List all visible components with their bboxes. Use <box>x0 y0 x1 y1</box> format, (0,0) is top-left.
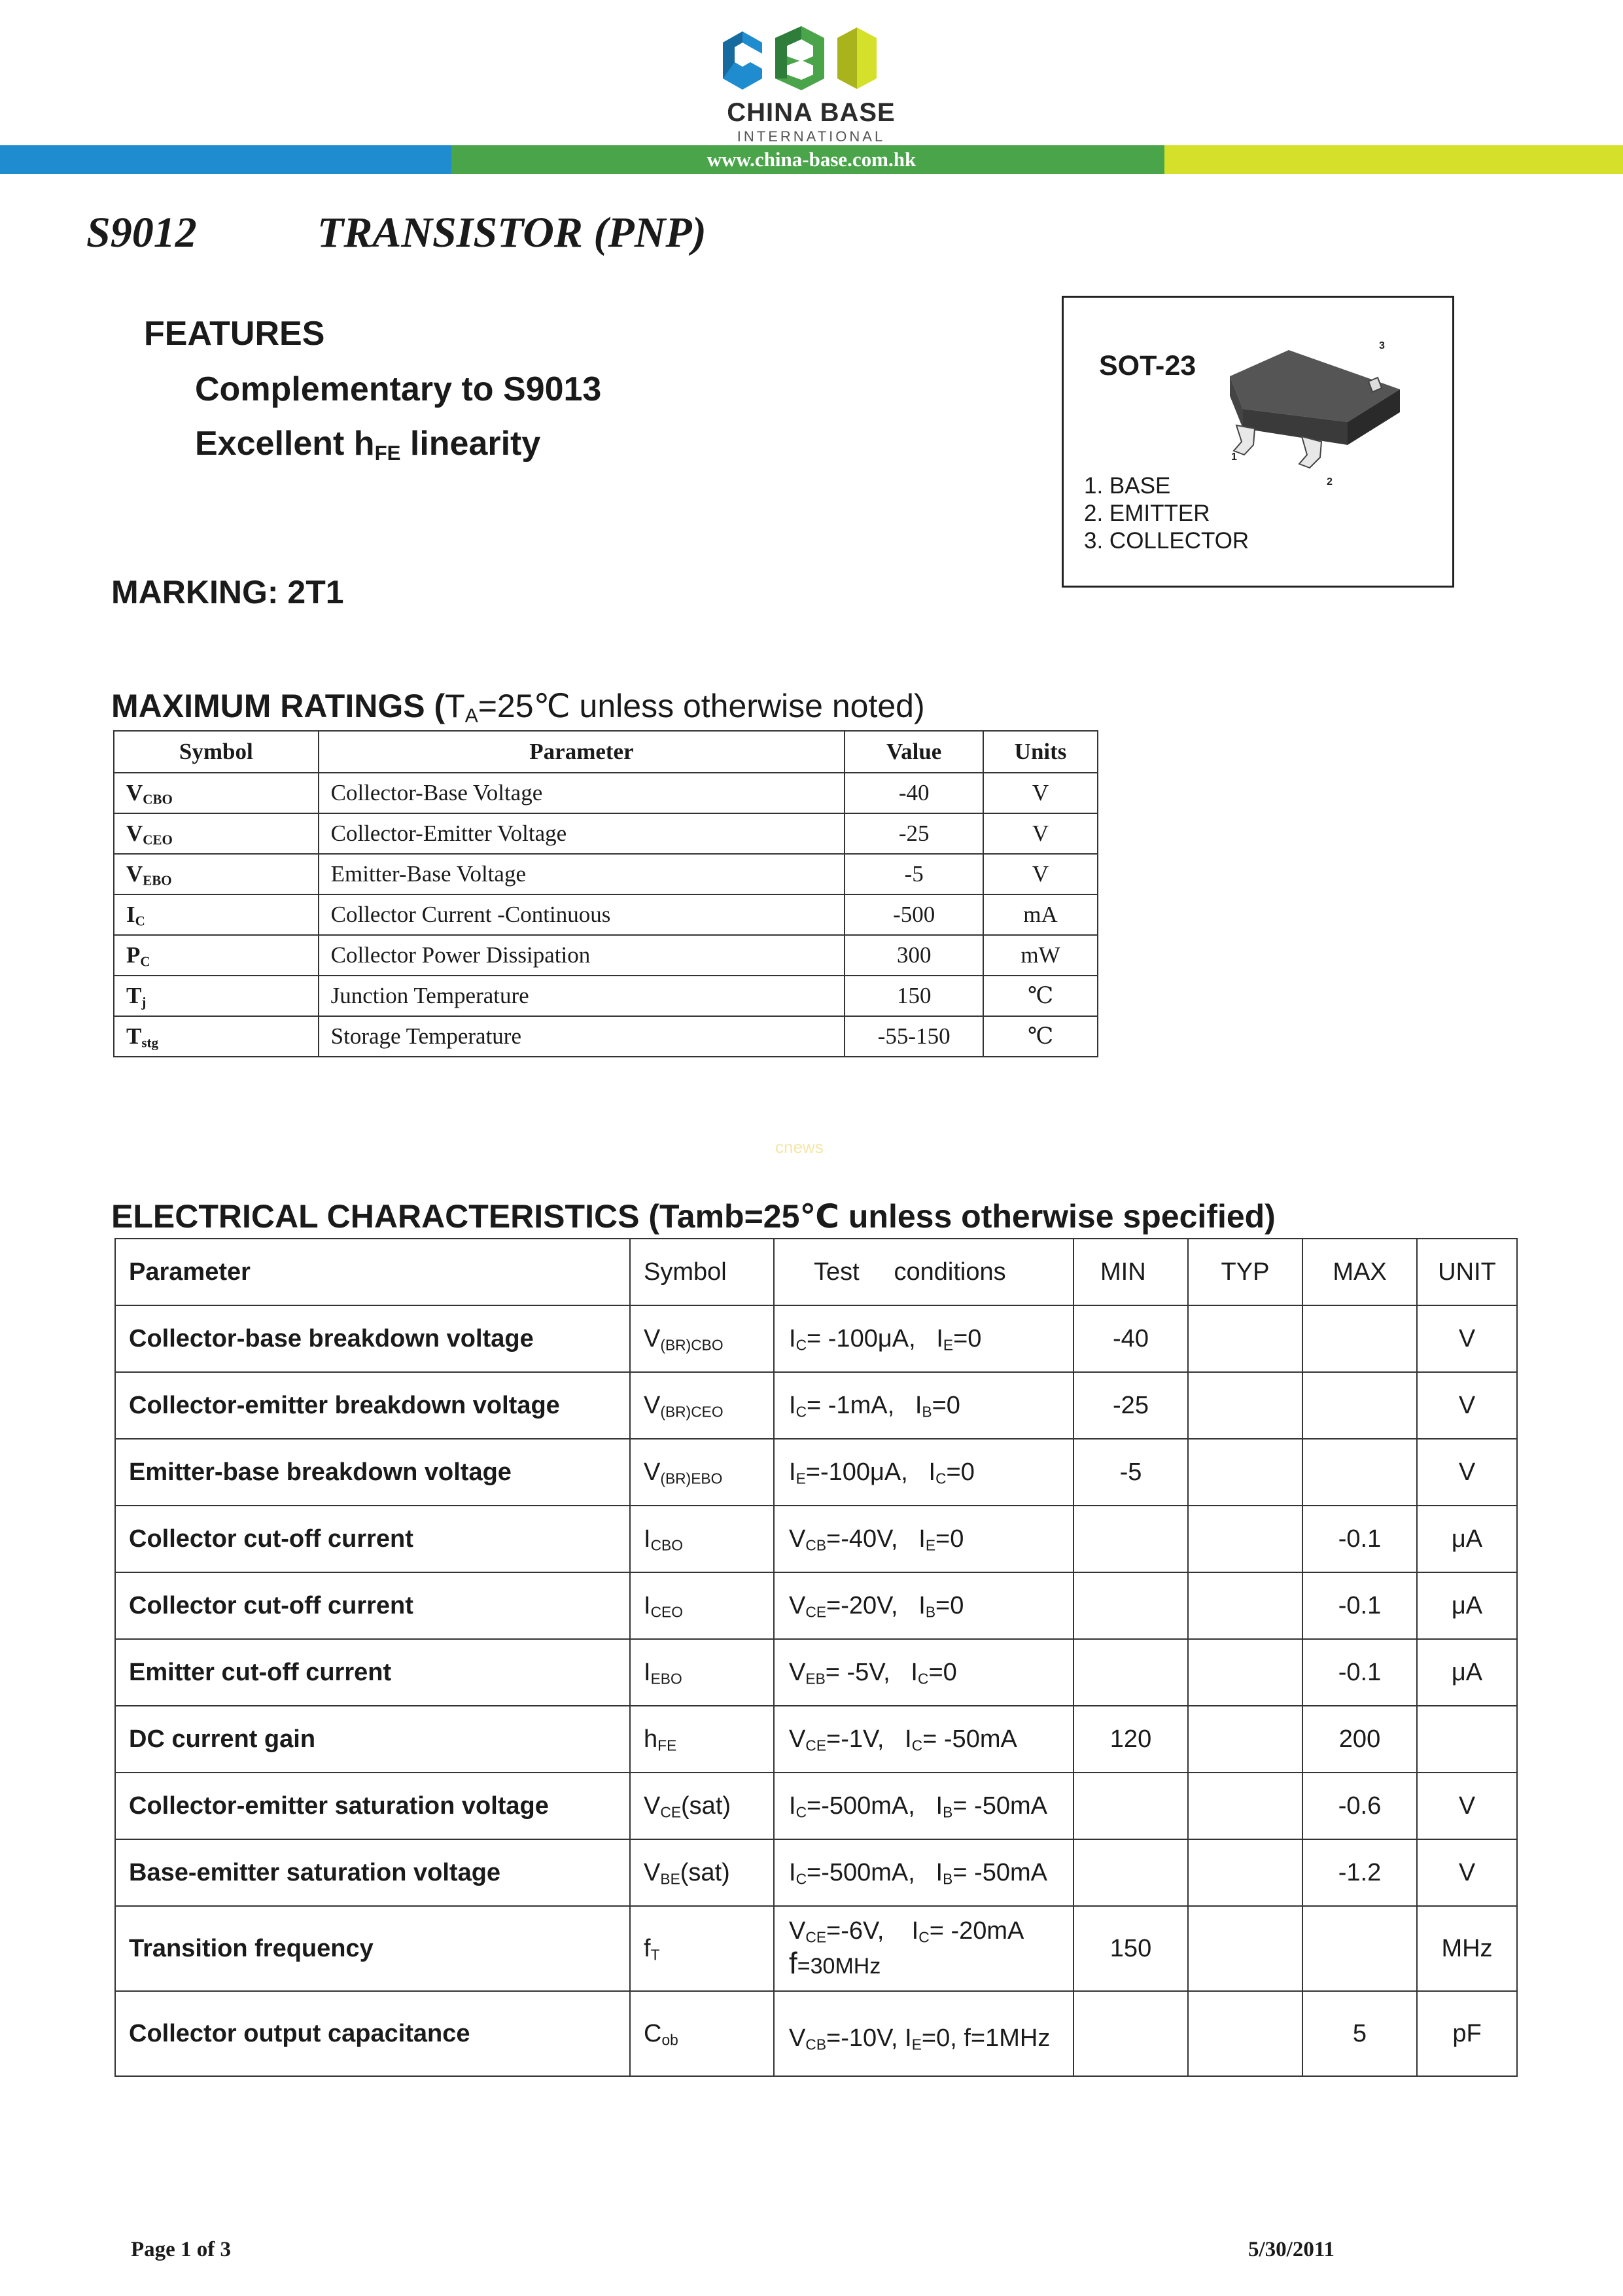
typ-cell <box>1188 1572 1302 1639</box>
column-header: MIN <box>1073 1239 1188 1305</box>
condition-cell: $V_{EB}= -5V$, $I_C=0$ <box>774 1639 1073 1706</box>
min-cell <box>1073 1839 1188 1906</box>
min-cell <box>1073 1572 1188 1639</box>
max-cell: -1.2 <box>1302 1839 1417 1906</box>
condition-cell: $I_C=-500mA$, $I_B= -50mA$ <box>774 1839 1073 1906</box>
condition-cell: $I_C=-500mA$, $I_B= -50mA$ <box>774 1773 1073 1839</box>
unit-cell: μA <box>1417 1639 1517 1706</box>
min-cell: 120 <box>1073 1706 1188 1773</box>
symbol-cell: $V_{CBO}$ <box>114 773 319 813</box>
max-cell: -0.1 <box>1302 1572 1417 1639</box>
parameter-cell: Transition frequency <box>115 1906 630 1991</box>
column-header: Units <box>983 731 1098 773</box>
symbol-cell: $P_C$ <box>114 935 319 976</box>
part-title: TRANSISTOR (PNP) <box>317 209 707 256</box>
part-number: S9012 <box>86 209 197 256</box>
parameter-cell: Collector-Base Voltage <box>319 773 845 813</box>
max-cell: -0.1 <box>1302 1639 1417 1706</box>
max-cell: -0.6 <box>1302 1773 1417 1839</box>
typ-cell <box>1188 1439 1302 1506</box>
parameter-cell: Collector-Emitter Voltage <box>319 813 845 854</box>
feature-item: Complementary to S9013 <box>195 370 602 408</box>
symbol-cell: $V_{(BR)EBO}$ <box>630 1439 774 1506</box>
table-header-row <box>115 1239 1517 1305</box>
pin-item: 3. COLLECTOR <box>1084 528 1249 554</box>
unit-cell: V <box>983 854 1098 894</box>
company-name: CHINA BASE <box>727 98 896 127</box>
table-row <box>115 1506 1517 1572</box>
logo-letter-b <box>775 26 824 90</box>
marking-label: MARKING: 2T1 <box>111 574 344 610</box>
condition-cell: $I_E=-100\mu A$, $I_C=0$ <box>774 1439 1073 1506</box>
unit-cell: MHz <box>1417 1906 1517 1991</box>
symbol-cell: $I_{CEO}$ <box>630 1572 774 1639</box>
parameter-cell: Collector output capacitance <box>115 1991 630 2076</box>
typ-cell <box>1188 1906 1302 1991</box>
max-ratings-table <box>113 730 1098 1057</box>
table-row <box>114 1016 1098 1057</box>
symbol-cell: $V_{EBO}$ <box>114 854 319 894</box>
website-link[interactable]: www.china-base.com.hk <box>707 148 916 171</box>
condition-cell: $V_{CE}=-20V$, $I_B=0$ <box>774 1572 1073 1639</box>
table-row <box>115 1773 1517 1839</box>
symbol-cell: $V_{CEO}$ <box>114 813 319 854</box>
min-cell: -40 <box>1073 1305 1188 1372</box>
column-header: Symbol <box>114 731 319 773</box>
electrical-heading: ELECTRICAL CHARACTERISTICS (Tamb=25℃ unless otherwise specified) <box>111 1198 1276 1235</box>
value-cell: -500 <box>845 894 983 935</box>
parameter-cell: Collector-emitter saturation voltage <box>115 1773 630 1839</box>
parameter-cell: Emitter-base breakdown voltage <box>115 1439 630 1506</box>
unit-cell: ℃ <box>983 976 1098 1016</box>
company-subtitle: INTERNATIONAL <box>737 128 886 145</box>
condition-line: $V_{CE}=-6V$, $I_C= -20mA$ <box>789 1916 1024 1946</box>
min-cell <box>1073 1639 1188 1706</box>
symbol-cell: $I_{CBO}$ <box>630 1506 774 1572</box>
symbol-cell: $C_{ob}$ <box>630 1991 774 2076</box>
column-header: Symbol <box>630 1239 774 1305</box>
table-row <box>115 1906 1517 1991</box>
table-row <box>114 894 1098 935</box>
unit-cell: pF <box>1417 1991 1517 2076</box>
max-cell: 5 <box>1302 1991 1417 2076</box>
typ-cell <box>1188 1305 1302 1372</box>
condition-cell: $V_{CE}=-1V$, $I_C= -50mA$ <box>774 1706 1073 1773</box>
features-heading: FEATURES <box>144 315 325 353</box>
table-header-row <box>114 731 1098 773</box>
max-cell <box>1302 1906 1417 1991</box>
sot23-package-image <box>1217 330 1439 487</box>
max-cell: 200 <box>1302 1706 1417 1773</box>
document-date: 5/30/2011 <box>1248 2238 1335 2261</box>
condition-line: f=30MHz <box>789 1945 881 1980</box>
parameter-cell: Base-emitter saturation voltage <box>115 1839 630 1906</box>
table-row <box>114 854 1098 894</box>
unit-cell: μA <box>1417 1572 1517 1639</box>
parameter-cell: Emitter cut-off current <box>115 1639 630 1706</box>
typ-cell <box>1188 1706 1302 1773</box>
parameter-cell: Storage Temperature <box>319 1016 845 1057</box>
table-row <box>115 1439 1517 1506</box>
max-ratings-heading: MAXIMUM RATINGS ($T_A=25℃$ unless otherwise noted) <box>111 688 925 727</box>
table-row <box>115 1305 1517 1372</box>
max-cell <box>1302 1372 1417 1439</box>
logo-letter-c <box>723 31 762 90</box>
value-cell: 300 <box>845 935 983 976</box>
table-row <box>115 1991 1517 2076</box>
pin-label-1: 1 <box>1231 451 1237 463</box>
parameter-cell: Collector cut-off current <box>115 1572 630 1639</box>
max-cell <box>1302 1439 1417 1506</box>
table-row <box>115 1572 1517 1639</box>
value-cell: 150 <box>845 976 983 1016</box>
parameter-cell: DC current gain <box>115 1706 630 1773</box>
min-cell <box>1073 1506 1188 1572</box>
typ-cell <box>1188 1839 1302 1906</box>
unit-cell: mA <box>983 894 1098 935</box>
column-header: Test conditions <box>774 1239 1073 1305</box>
condition-cell: $V_{CB}=-10V$, $I_E=0$, f=1MHz <box>774 1991 1073 2076</box>
min-cell: 150 <box>1073 1906 1188 1991</box>
symbol-cell: $T_j$ <box>114 976 319 1016</box>
symbol-cell: $f_T$ <box>630 1906 774 1991</box>
table-row <box>115 1706 1517 1773</box>
unit-cell: V <box>1417 1439 1517 1506</box>
max-cell <box>1302 1305 1417 1372</box>
typ-cell <box>1188 1506 1302 1572</box>
symbol-cell: $V_{(BR)CBO}$ <box>630 1305 774 1372</box>
symbol-cell: $T_{stg}$ <box>114 1016 319 1057</box>
symbol-cell: $I_C$ <box>114 894 319 935</box>
watermark: cnews <box>775 1137 824 1157</box>
typ-cell <box>1188 1639 1302 1706</box>
pin-item: 2. EMITTER <box>1084 501 1210 526</box>
parameter-cell: Collector cut-off current <box>115 1506 630 1572</box>
value-cell: -25 <box>845 813 983 854</box>
unit-cell: μA <box>1417 1506 1517 1572</box>
pin-label-2: 2 <box>1327 476 1333 487</box>
column-header: TYP <box>1188 1239 1302 1305</box>
table-row <box>115 1372 1517 1439</box>
condition-cell: $I_C= -100\mu A$, $I_E=0$ <box>774 1305 1073 1372</box>
column-header: UNIT <box>1417 1239 1517 1305</box>
condition-cell: $I_C= -1mA$, $I_B=0$ <box>774 1372 1073 1439</box>
parameter-cell: Collector-emitter breakdown voltage <box>115 1372 630 1439</box>
typ-cell <box>1188 1991 1302 2076</box>
pin-item: 1. BASE <box>1084 473 1171 499</box>
typ-cell <box>1188 1773 1302 1839</box>
typ-cell <box>1188 1372 1302 1439</box>
column-header: MAX <box>1302 1239 1417 1305</box>
parameter-cell: Emitter-Base Voltage <box>319 854 845 894</box>
unit-cell: V <box>1417 1305 1517 1372</box>
unit-cell: V <box>983 773 1098 813</box>
condition-cell <box>774 1906 1073 1991</box>
table-row <box>114 935 1098 976</box>
parameter-cell: Collector Power Dissipation <box>319 935 845 976</box>
symbol-cell: $V_{BE}(sat)$ <box>630 1839 774 1906</box>
symbol-cell: $V_{(BR)CEO}$ <box>630 1372 774 1439</box>
min-cell <box>1073 1773 1188 1839</box>
value-cell: -40 <box>845 773 983 813</box>
parameter-cell: Junction Temperature <box>319 976 845 1016</box>
pin-label-3: 3 <box>1379 340 1385 351</box>
page-number: Page 1 of 3 <box>131 2238 232 2261</box>
column-header: Parameter <box>319 731 845 773</box>
min-cell: -5 <box>1073 1439 1188 1506</box>
table-row <box>114 773 1098 813</box>
pin-list <box>1084 472 1249 555</box>
unit-cell: V <box>1417 1773 1517 1839</box>
unit-cell <box>1417 1706 1517 1773</box>
unit-cell: V <box>1417 1839 1517 1906</box>
logo-letter-i <box>837 27 877 89</box>
table-row <box>115 1639 1517 1706</box>
symbol-cell: $V_{CE}(sat)$ <box>630 1773 774 1839</box>
column-header: Parameter <box>115 1239 630 1305</box>
table-row <box>115 1839 1517 1906</box>
value-cell: -55-150 <box>845 1016 983 1057</box>
min-cell <box>1073 1991 1188 2076</box>
unit-cell: mW <box>983 935 1098 976</box>
condition-cell: $V_{CB}=-40V$, $I_E=0$ <box>774 1506 1073 1572</box>
table-row <box>114 976 1098 1016</box>
parameter-cell: Collector Current -Continuous <box>319 894 845 935</box>
unit-cell: V <box>983 813 1098 854</box>
package-name: SOT-23 <box>1099 350 1196 381</box>
table-row <box>114 813 1098 854</box>
feature-item: Excellent $h_{FE}$ linearity <box>195 425 541 465</box>
value-cell: -5 <box>845 854 983 894</box>
electrical-table <box>114 1238 1518 2077</box>
parameter-cell: Collector-base breakdown voltage <box>115 1305 630 1372</box>
unit-cell: V <box>1417 1372 1517 1439</box>
unit-cell: ℃ <box>983 1016 1098 1057</box>
max-cell: -0.1 <box>1302 1506 1417 1572</box>
symbol-cell: $I_{EBO}$ <box>630 1639 774 1706</box>
column-header: Value <box>845 731 983 773</box>
symbol-cell: $h_{FE}$ <box>630 1706 774 1773</box>
min-cell: -25 <box>1073 1372 1188 1439</box>
